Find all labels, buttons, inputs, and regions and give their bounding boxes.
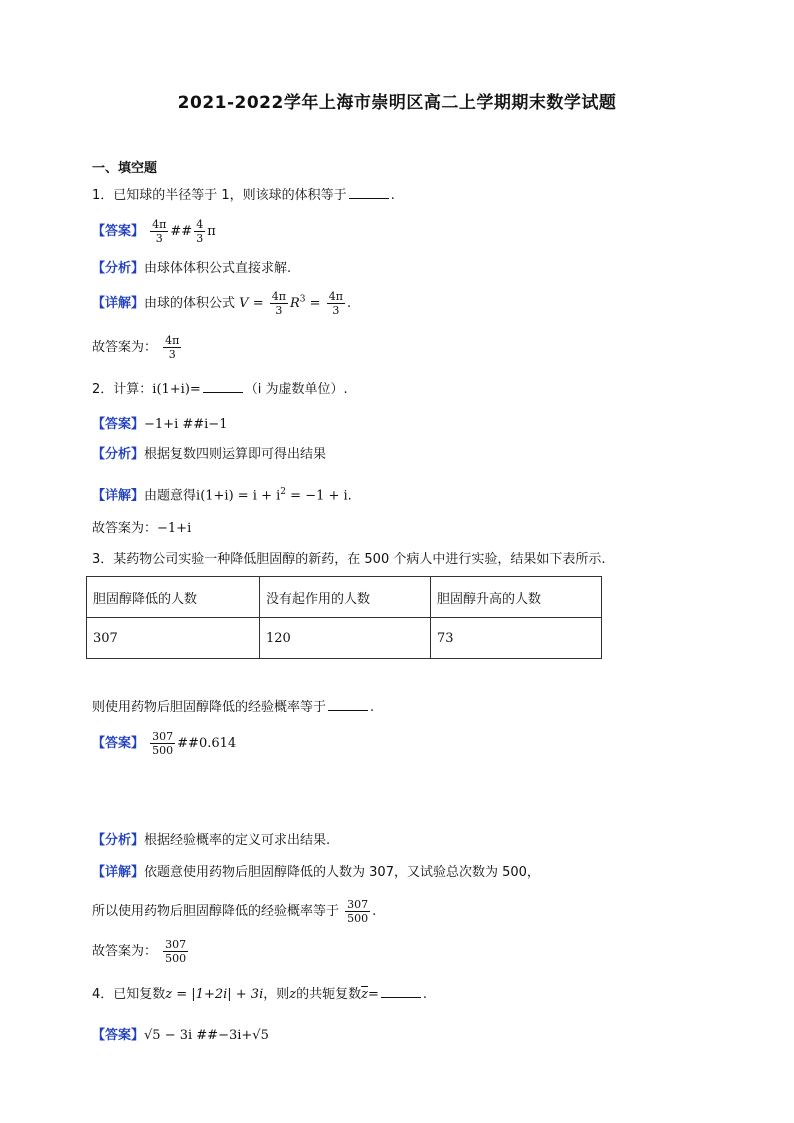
q1-detail: 【详解】由球的体积公式 V = $\frac{4\pi}{3}$ $R^3$ = $\frac{4\pi}{3}$ . xyxy=(92,290,352,317)
q1-answer: 【答案】 $\frac{4\pi}{3}$ ## $\frac{4}{3}$ π xyxy=(92,218,216,245)
q3-blank xyxy=(328,698,368,711)
q2-analysis: 【分析】根据复数四则运算即可得出结果 xyxy=(92,447,327,462)
q4-blank xyxy=(381,985,421,998)
q3-detail-1: 【详解】依题意使用药物后胆固醇降低的人数为 307，又试验总次数为 500， xyxy=(92,865,540,880)
section-heading: 一、填空题 xyxy=(92,161,158,176)
q1-analysis: 【分析】由球体体积公式直接求解. xyxy=(92,261,292,276)
q3-results-table xyxy=(86,576,602,659)
table-header-cell: 胆固醇降低的人数 xyxy=(87,577,260,618)
q3-stem: 3．某药物公司实验一种降低胆固醇的新药，在 500 个病人中进行实验，结果如下表所示. xyxy=(92,552,606,567)
table-cell: 120 xyxy=(260,618,431,659)
q4-stem: 4．已知复数z = |1+2i| + 3i，则z的共轭复数$\overline{z}=$ . xyxy=(92,987,428,1002)
q2-detail: 【详解】由题意得$i(1+i) = i + i^2 = -1 + i$. xyxy=(92,487,352,504)
q1-ans-fraction: $\frac{4\pi}{3}$ xyxy=(152,218,167,245)
q1-final: 故答案为： $\frac{4\pi}{3}$ xyxy=(92,334,180,361)
q2-final: 故答案为：−1+i xyxy=(92,521,192,536)
q4-answer: 【答案】√5 − 3i ##−3i+√5 xyxy=(92,1028,269,1043)
table-row xyxy=(87,618,602,659)
q2-answer: 【答案】−1+i ##i−1 xyxy=(92,417,228,432)
q3-answer: 【答案】 $\frac{307}{500}$ ##0.614 xyxy=(92,730,237,757)
table-cell: 307 xyxy=(87,618,260,659)
page-title: 2021-2022学年上海市崇明区高二上学期期末数学试题 xyxy=(177,93,617,113)
q3-detail-2: 所以使用药物后胆固醇降低的经验概率等于 $\frac{307}{500}$ . xyxy=(92,898,377,925)
q2-stem: 2．计算：i(1+i)= （i 为虚数单位）. xyxy=(92,382,348,397)
table-header-cell: 没有起作用的人数 xyxy=(260,577,431,618)
q1-blank xyxy=(349,186,389,199)
q3-question: 则使用药物后胆固醇降低的经验概率等于 . xyxy=(92,700,375,715)
q3-analysis: 【分析】根据经验概率的定义可求出结果. xyxy=(92,833,331,848)
table-header-cell: 胆固醇升高的人数 xyxy=(431,577,602,618)
table-row xyxy=(87,577,602,618)
q2-blank xyxy=(203,380,243,393)
q1-stem: 1．已知球的半径等于 1，则该球的体积等于 . xyxy=(92,188,395,203)
q3-final: 故答案为： $\frac{307}{500}$ xyxy=(92,938,187,965)
table-cell: 73 xyxy=(431,618,602,659)
